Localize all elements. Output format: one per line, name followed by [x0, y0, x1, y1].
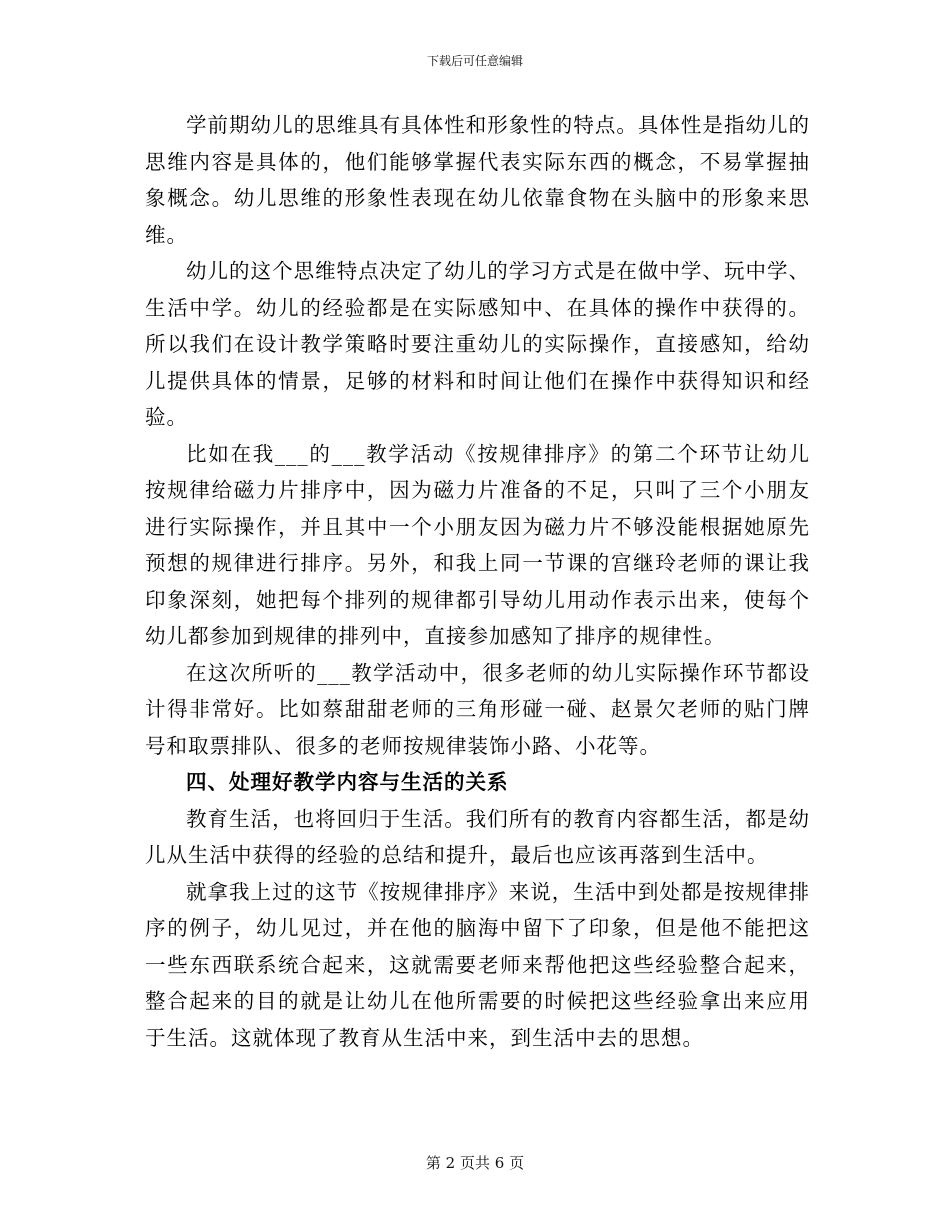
document-body	[145, 107, 810, 1056]
paragraph-5: 教育生活，也将回归于生活。我们所有的教育内容都生活，都是幼儿从生活中获得的经验的总结和提升，最后也应该再落到生活中。	[145, 806, 810, 867]
paragraph-4: 在这次所听的___教学活动中，很多老师的幼儿实际操作环节都设计得非常好。比如蔡甜甜老师的三角形碰一碰、赵景欠老师的贴门牌号和取票排队、很多的老师按规律装饰小路、小花等。	[145, 660, 810, 758]
paragraph-1: 学前期幼儿的思维具有具体性和形象性的特点。具体性是指幼儿的思维内容是具体的，他们能够掌握代表实际东西的概念，不易掌握抽象概念。幼儿思维的形象性表现在幼儿依靠食物在头脑中的形象来思维。	[145, 113, 810, 247]
paragraph-2: 幼儿的这个思维特点决定了幼儿的学习方式是在做中学、玩中学、生活中学。幼儿的经验都是在实际感知中、在具体的操作中获得的。所以我们在设计教学策略时要注重幼儿的实际操作，直接感知，给幼儿提供具体的情景，足够的材料和时间让他们在操作中获得知识和经验。	[145, 259, 810, 429]
section-heading: 四、处理好教学内容与生活的关系	[186, 770, 509, 794]
page-number: 第 2 页共 6 页	[425, 1154, 525, 1172]
paragraph-6: 就拿我上过的这节《按规律排序》来说，生活中到处都是按规律排序的例子，幼儿见过，并在他的脑海中留下了印象，但是他不能把这一些东西联系统合起来，这就需要老师来帮他把这些经验整合起来，整合起来的目的就是让幼儿在他所需要的时候把这些经验拿出来应用于生活。这就体现了教育从生活中来，到生活中去的思想。	[145, 879, 810, 1050]
paragraph-3: 比如在我___的___教学活动《按规律排序》的第二个环节让幼儿按规律给磁力片排序中，因为磁力片准备的不足，只叫了三个小朋友进行实际操作，并且其中一个小朋友因为磁力片不够没能根据她原先预想的规律进行排序。另外，和我上同一节课的宫继玲老师的课让我印象深刻，她把每个排列的规律都引导幼儿用动作表示出来，使每个幼儿都参加到规律的排列中，直接参加感知了排序的规律性。	[145, 441, 810, 648]
header-note: 下载后可任意编辑	[426, 54, 523, 68]
